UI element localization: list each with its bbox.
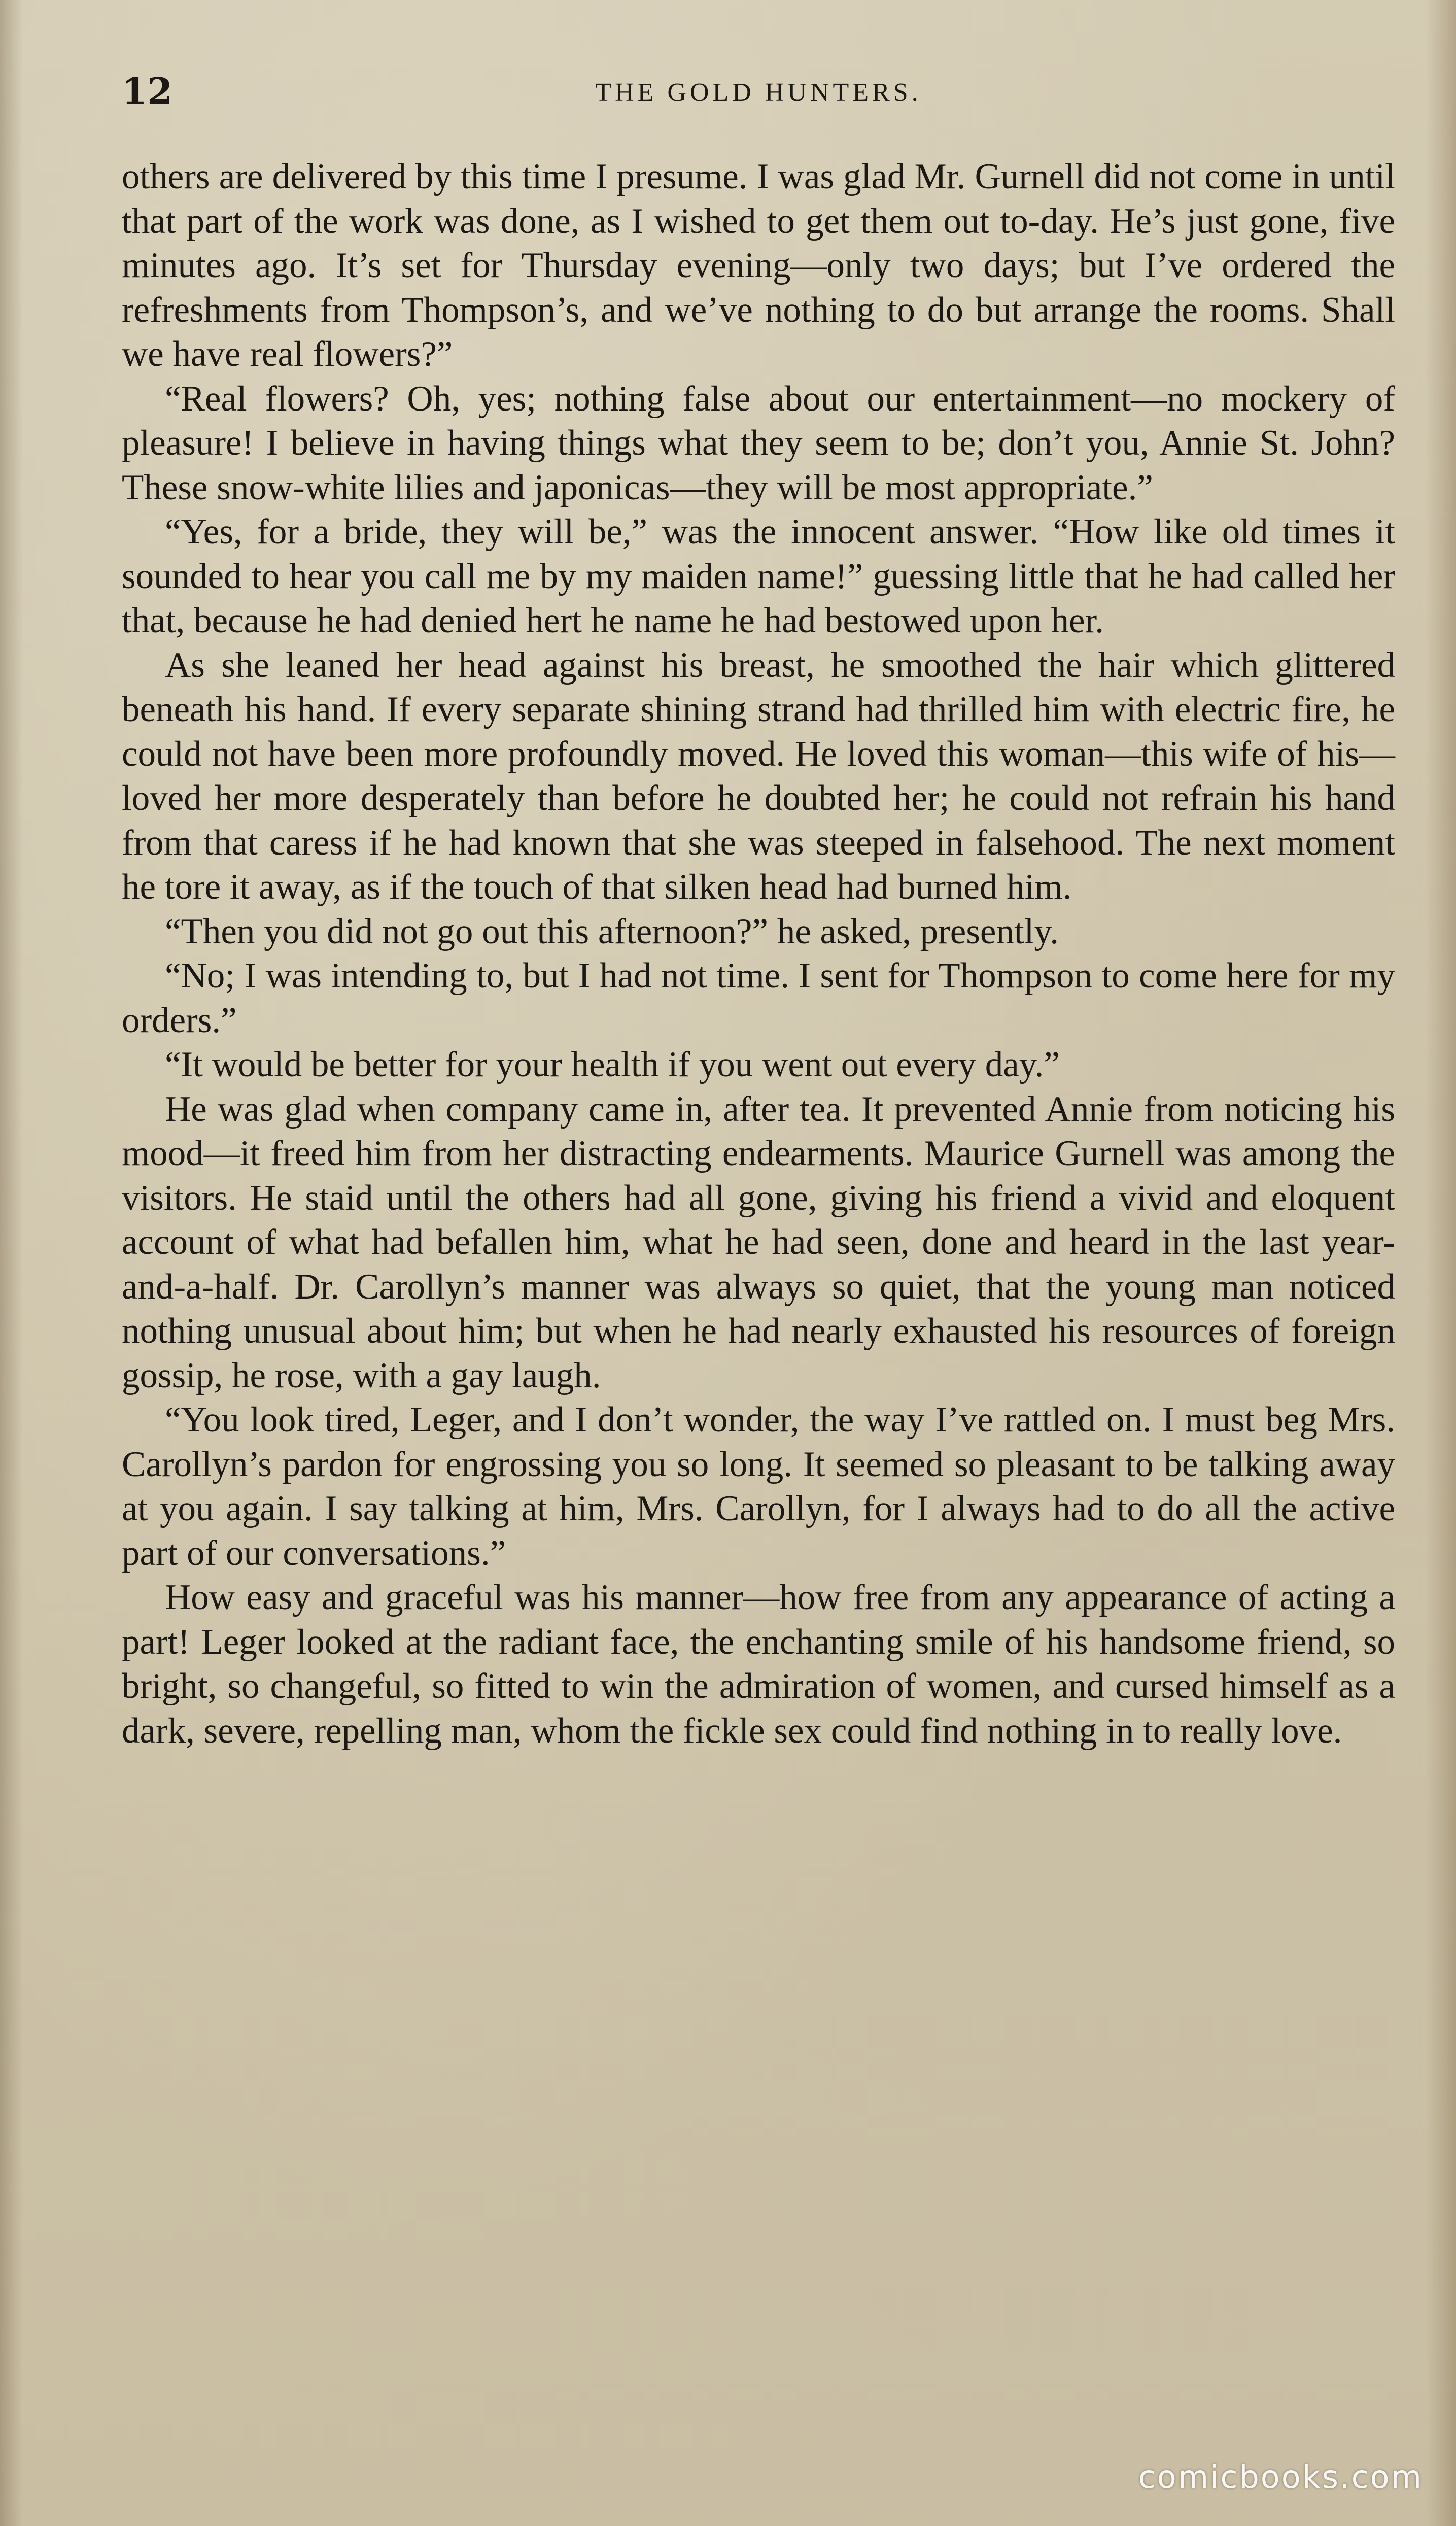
paragraph: “Then you did not go out this afternoon?” he asked, presently. [165,911,1059,951]
paragraph: “You look tired, Leger, and I don’t wonder, the way I’ve rattled on. I must beg Mrs. Carollyn’s pardon for engrossing you so long. It seemed so pleasant to be talking away at you again. I say talking at him, Mrs. Carollyn, for I always had to do all the active part of our conversations.” [122,1400,1395,1573]
page-shadow-left [0,0,23,2526]
paragraph: “Real flowers? Oh, yes; nothing false about our entertainment—no mockery of pleasure! I believe in having things what they seem to be; don’t you, Annie St. John? These snow-white lilies and japonicas—they will be most appropriate.” [122,379,1395,507]
watermark: comicbooks.com [1138,2459,1423,2496]
running-title: THE GOLD HUNTERS. [595,78,922,107]
paragraph: He was glad when company came in, after tea. It prevented Annie from noticing his mood—it freed him from her distracting endearments. Maurice Gurnell was among the visitors. He staid until the others had all gone, giving his friend a vivid and eloquent account of what had befallen him, what he had seen, done and heard in the last year-and-a-half. Dr. Carollyn’s manner was always so quiet, that the young man noticed nothing unusual about him; but when he had nearly exhausted his resources of foreign gossip, he rose, with a gay laugh. [122,1089,1395,1395]
page-number: 12 [122,70,173,113]
page-header [122,69,1395,114]
paragraph: How easy and graceful was his manner—how free from any appearance of acting a part! Leger looked at the radiant face, the enchanting smile of his handsome friend, so bright, so changeful, so fitted to win the admiration of women, and cursed himself as a dark, severe, repelling man, whom the fickle sex could find nothing in to really love. [122,1578,1395,1751]
page-shadow-right [1426,0,1456,2526]
paragraph: “Yes, for a bride, they will be,” was the innocent answer. “How like old times it sounded to hear you call me by my maiden name!” guessing little that he had called her that, because he had denied hert he name he had bestowed upon her. [122,512,1395,640]
paragraph: “No; I was intending to, but I had not time. I sent for Thompson to come here for my orders.” [122,956,1395,1040]
body-text [122,155,1395,1753]
paragraph: others are delivered by this time I presume. I was glad Mr. Gurnell did not come in until that part of the work was done, as I wished to get them out to-day. He’s just gone, five minutes ago. It’s set for Thursday evening—only two days; but I’ve ordered the refreshments from Thompson’s, and we’ve nothing to do but arrange the rooms. Shall we have real flowers?” [122,157,1395,374]
paragraph: As she leaned her head against his breast, he smoothed the hair which glittered beneath his hand. If every separate shining strand had thrilled him with electric fire, he could not have been more profoundly moved. He loved this woman—this wife of his—loved her more desperately than before he doubted her; he could not refrain his hand from that caress if he had known that she was steeped in falsehood. The next moment he tore it away, as if the touch of that silken head had burned him. [122,645,1395,907]
paragraph: “It would be better for your health if you went out every day.” [165,1045,1060,1084]
